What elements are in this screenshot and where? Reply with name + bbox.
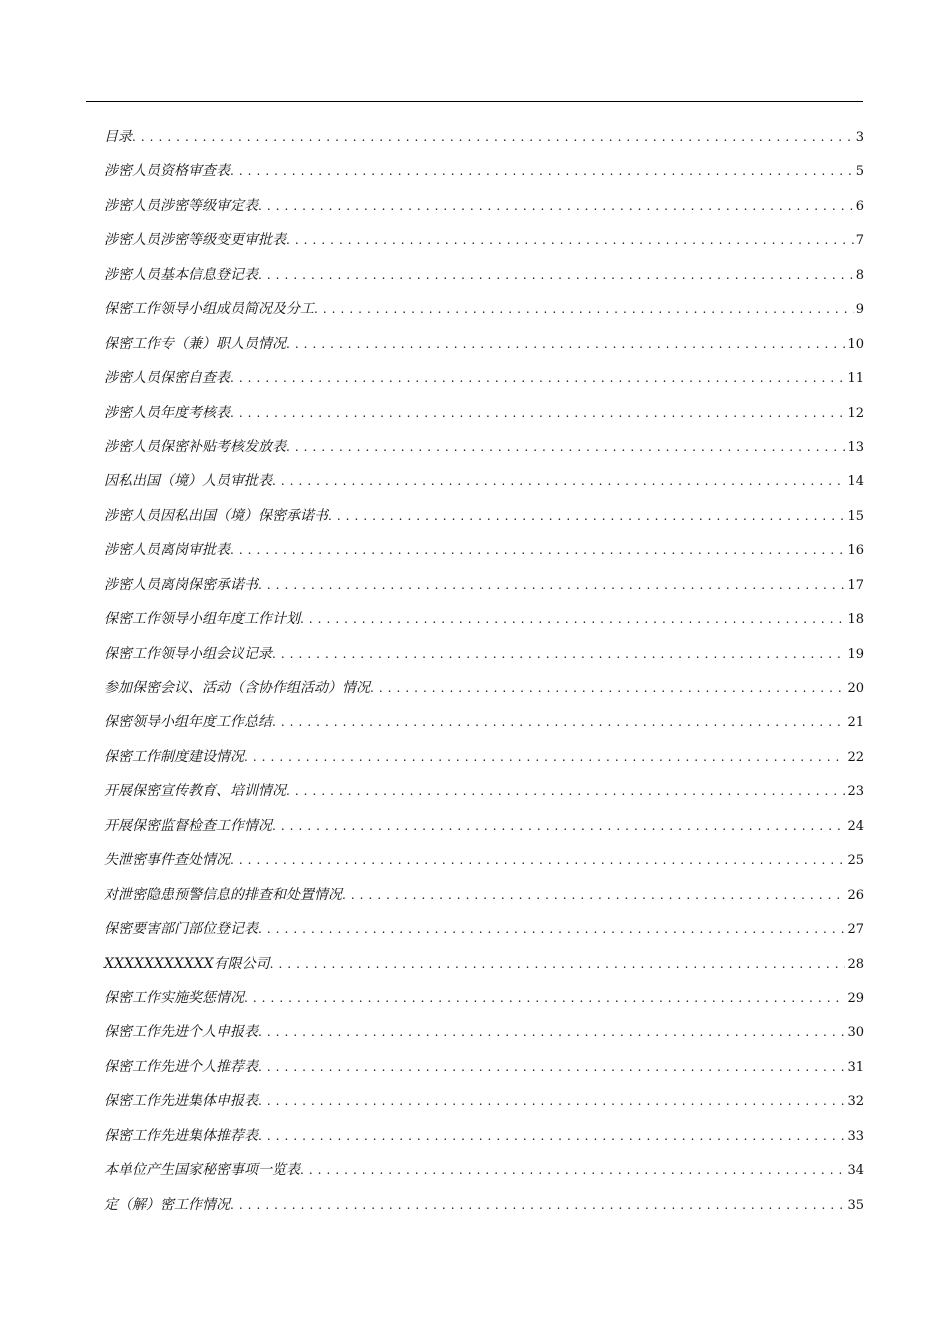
toc-dot-leader [328, 499, 845, 533]
toc-entry-title: 涉密人员保密补贴考核发放表 [104, 438, 286, 455]
toc-dot-leader [132, 120, 854, 154]
toc-entry-page-number: 34 [847, 1163, 864, 1179]
toc-entry-title: 涉密人员保密自查表 [104, 370, 230, 387]
toc-entry-title: 保密工作先进集体推荐表 [104, 1127, 258, 1144]
toc-entry[interactable] [104, 1050, 864, 1084]
toc-entry[interactable] [104, 499, 864, 533]
toc-dot-leader [286, 223, 854, 257]
toc-entry-title: 保密工作专（兼）职人员情况 [104, 335, 286, 352]
toc-dot-leader [370, 671, 845, 705]
toc-entry-page-number: 9 [855, 302, 864, 318]
toc-entry[interactable] [104, 120, 864, 154]
toc-entry-page-number: 17 [847, 577, 864, 593]
toc-dot-leader [272, 637, 845, 671]
toc-entry-title: 保密工作先进个人申报表 [104, 1024, 258, 1041]
toc-entry-title: 保密工作领导小组会议记录 [104, 645, 272, 662]
toc-dot-leader [230, 154, 854, 188]
toc-entry[interactable] [104, 878, 864, 912]
toc-entry-page-number: 14 [847, 474, 864, 490]
toc-dot-leader [258, 568, 845, 602]
toc-entry[interactable] [104, 705, 864, 739]
toc-entry-title: 保密工作先进集体申报表 [104, 1093, 258, 1110]
toc-entry[interactable] [104, 637, 864, 671]
toc-dot-leader [258, 1119, 845, 1153]
toc-entry-page-number: 27 [847, 922, 864, 938]
toc-entry-page-number: 33 [847, 1128, 864, 1144]
toc-entry-title: 涉密人员涉密等级审定表 [104, 197, 258, 214]
toc-entry-title: 因私出国（境）人员审批表 [104, 473, 272, 490]
toc-entry-title: 参加保密会议、活动（含协作组活动）情况 [104, 680, 370, 696]
toc-entry-title: 目录 [104, 129, 132, 145]
toc-entry[interactable] [104, 464, 864, 498]
toc-entry-title: 失泄密事件查处情况 [104, 852, 230, 869]
toc-entry-title: 定（解）密工作情况 [104, 1196, 230, 1213]
toc-entry-page-number: 23 [847, 784, 864, 800]
toc-dot-leader [244, 740, 845, 774]
toc-entry-title: 保密领导小组年度工作总结 [104, 714, 272, 731]
toc-entry[interactable] [104, 568, 864, 602]
toc-entry[interactable] [104, 740, 864, 774]
toc-entry[interactable] [104, 258, 864, 292]
toc-entry-page-number: 24 [847, 818, 864, 834]
toc-entry[interactable] [104, 912, 864, 946]
toc-entry[interactable] [104, 396, 864, 430]
toc-entry[interactable] [104, 1084, 864, 1118]
table-of-contents [104, 120, 864, 1222]
toc-entry-title: 保密工作领导小组年度工作计划 [104, 611, 300, 628]
toc-entry-page-number: 28 [847, 956, 864, 972]
toc-entry-page-number: 21 [847, 715, 864, 731]
toc-dot-leader [230, 396, 845, 430]
toc-entry-title: 涉密人员资格审查表 [104, 163, 230, 180]
toc-entry[interactable] [104, 223, 864, 257]
toc-dot-leader [270, 947, 846, 981]
toc-entry-page-number: 35 [847, 1197, 864, 1213]
toc-entry[interactable] [104, 189, 864, 223]
toc-entry-title: 涉密人员基本信息登记表 [104, 266, 258, 283]
toc-entry[interactable] [104, 327, 864, 361]
toc-entry-page-number: 7 [855, 233, 864, 249]
toc-dot-leader [258, 912, 845, 946]
toc-dot-leader [300, 602, 845, 636]
toc-entry-page-number: 26 [847, 887, 864, 903]
toc-entry-page-number: 30 [847, 1025, 864, 1041]
toc-entry-title: 开展保密宣传教育、培训情况 [104, 783, 286, 800]
toc-entry-page-number: 15 [847, 508, 864, 524]
toc-entry-page-number: 19 [847, 646, 864, 662]
toc-dot-leader [230, 533, 845, 567]
toc-entry[interactable] [104, 533, 864, 567]
toc-entry-page-number: 3 [855, 130, 864, 145]
toc-dot-leader [272, 464, 845, 498]
toc-dot-leader [258, 1015, 845, 1049]
toc-dot-leader [230, 361, 845, 395]
toc-entry-title: 涉密人员因私出国（境）保密承诺书 [104, 507, 328, 524]
toc-entry-title: 对泄密隐患预警信息的排查和处置情况 [104, 886, 342, 903]
toc-entry-title: 保密要害部门部位登记表 [104, 921, 258, 938]
toc-dot-leader [286, 774, 845, 808]
toc-entry-title: 涉密人员离岗保密承诺书 [104, 576, 258, 593]
toc-dot-leader [258, 189, 854, 223]
toc-dot-leader [272, 705, 845, 739]
toc-entry[interactable] [104, 154, 864, 188]
toc-entry-title: 本单位产生国家秘密事项一览表 [104, 1162, 300, 1179]
header-rule [86, 101, 863, 102]
toc-entry-page-number: 11 [847, 371, 864, 387]
toc-entry-page-number: 16 [847, 543, 864, 559]
toc-entry-title: 涉密人员涉密等级变更审批表 [104, 232, 286, 249]
toc-entry-page-number: 10 [847, 336, 864, 352]
toc-entry-page-number: 20 [847, 681, 864, 696]
toc-entry-page-number: 25 [847, 853, 864, 869]
toc-dot-leader [272, 809, 845, 843]
toc-dot-leader [258, 1050, 845, 1084]
toc-entry[interactable] [104, 292, 864, 326]
toc-entry-title: 保密工作实施奖惩情况 [104, 989, 244, 1006]
toc-entry[interactable] [104, 774, 864, 808]
toc-entry[interactable] [104, 981, 864, 1015]
toc-entry[interactable] [104, 602, 864, 636]
toc-entry[interactable] [104, 361, 864, 395]
toc-entry-title: XXXXXXXXXXX有限公司 [104, 955, 270, 972]
toc-entry[interactable] [104, 1153, 864, 1187]
toc-entry-page-number: 22 [847, 749, 864, 765]
toc-entry-title: 涉密人员年度考核表 [104, 404, 230, 421]
toc-dot-leader [300, 1153, 845, 1187]
toc-entry-page-number: 5 [855, 164, 864, 180]
toc-entry[interactable] [104, 1015, 864, 1049]
toc-entry[interactable] [104, 843, 864, 877]
toc-entry-title: 开展保密监督检查工作情况 [104, 817, 272, 834]
toc-entry-page-number: 32 [847, 1094, 864, 1110]
toc-entry-title: 保密工作先进个人推荐表 [104, 1058, 258, 1075]
toc-entry[interactable] [104, 1188, 864, 1222]
toc-entry-page-number: 6 [855, 198, 864, 214]
toc-entry-page-number: 29 [847, 990, 864, 1006]
toc-entry-page-number: 12 [847, 405, 864, 421]
toc-dot-leader [314, 292, 854, 326]
toc-entry-title: 保密工作制度建设情况 [104, 748, 244, 765]
toc-entry-title: 涉密人员离岗审批表 [104, 542, 230, 559]
toc-dot-leader [258, 258, 854, 292]
toc-dot-leader [258, 1084, 845, 1118]
toc-entry-page-number: 8 [855, 267, 864, 283]
toc-dot-leader [244, 981, 845, 1015]
toc-entry[interactable] [104, 809, 864, 843]
toc-entry[interactable] [104, 1119, 864, 1153]
toc-dot-leader [286, 327, 845, 361]
toc-dot-leader [230, 843, 845, 877]
toc-entry-title: 保密工作领导小组成员简况及分工 [104, 301, 314, 318]
toc-entry-page-number: 18 [847, 612, 864, 628]
toc-dot-leader [230, 1188, 845, 1222]
toc-dot-leader [342, 878, 845, 912]
toc-entry-page-number: 13 [847, 439, 864, 455]
toc-dot-leader [286, 430, 845, 464]
toc-entry[interactable] [104, 671, 864, 705]
toc-entry[interactable] [104, 430, 864, 464]
toc-entry[interactable] [104, 947, 864, 981]
toc-entry-page-number: 31 [847, 1059, 864, 1075]
